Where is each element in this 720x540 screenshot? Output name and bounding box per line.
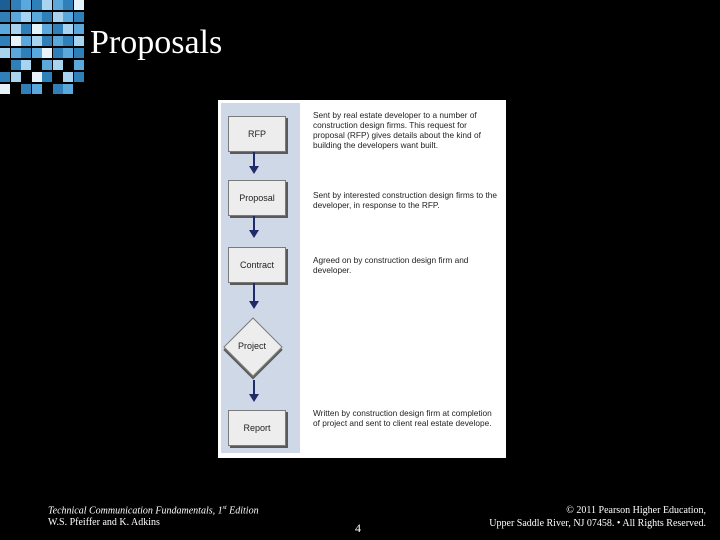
mosaic-square bbox=[21, 24, 31, 34]
authors: W.S. Pfeiffer and K. Adkins bbox=[48, 517, 160, 529]
mosaic-square bbox=[63, 84, 73, 94]
book-title-text: Technical Communication Fundamentals, 1 bbox=[48, 505, 223, 517]
footer-citation bbox=[48, 502, 259, 529]
mosaic-square bbox=[63, 48, 73, 58]
mosaic-square bbox=[63, 72, 73, 82]
mosaic-square bbox=[74, 12, 84, 22]
mosaic-square bbox=[53, 12, 63, 22]
flow-arrow bbox=[253, 380, 255, 394]
mosaic-square bbox=[42, 12, 52, 22]
process-flow-figure bbox=[218, 100, 506, 458]
mosaic-square bbox=[53, 84, 63, 94]
mosaic-square bbox=[0, 24, 10, 34]
mosaic-square bbox=[32, 72, 42, 82]
page-number: 4 bbox=[355, 521, 361, 535]
mosaic-square bbox=[53, 36, 63, 46]
copyright-line-1: © 2011 Pearson Higher Education, bbox=[566, 505, 706, 516]
flow-box-rfp: RFP bbox=[228, 116, 286, 152]
mosaic-square bbox=[63, 12, 73, 22]
flow-diamond-label: Project bbox=[237, 341, 266, 351]
mosaic-square bbox=[21, 0, 31, 10]
mosaic-square bbox=[74, 48, 84, 58]
mosaic-square bbox=[11, 60, 21, 70]
mosaic-square bbox=[11, 72, 21, 82]
step-description-proposal: Sent by interested construction design firms to the developer, in response to the RFP. bbox=[313, 190, 498, 210]
step-description-contract: Agreed on by construction design firm and developer. bbox=[313, 255, 469, 275]
mosaic-square bbox=[32, 12, 42, 22]
flow-box-proposal: Proposal bbox=[228, 180, 286, 216]
slide-title: Proposals bbox=[90, 24, 223, 61]
mosaic-square bbox=[0, 0, 10, 10]
copyright bbox=[489, 504, 706, 530]
mosaic-square bbox=[21, 12, 31, 22]
mosaic-square bbox=[63, 0, 73, 10]
book-title bbox=[48, 502, 259, 517]
mosaic-square bbox=[42, 48, 52, 58]
mosaic-square bbox=[74, 36, 84, 46]
mosaic-square bbox=[0, 84, 10, 94]
mosaic-square bbox=[21, 60, 31, 70]
mosaic-square bbox=[53, 0, 63, 10]
mosaic-square bbox=[32, 36, 42, 46]
mosaic-square bbox=[42, 72, 52, 82]
mosaic-square bbox=[0, 48, 10, 58]
mosaic-square bbox=[53, 60, 63, 70]
step-description-rfp: Sent by real estate developer to a number of construction design firms. This request for proposal (RFP) gives details about the kind of building the developers want built. bbox=[313, 110, 481, 150]
arrowhead-icon bbox=[249, 230, 259, 238]
arrowhead-icon bbox=[249, 394, 259, 402]
flow-box-report: Report bbox=[228, 410, 286, 446]
mosaic-square bbox=[74, 24, 84, 34]
mosaic-square bbox=[74, 72, 84, 82]
mosaic-square bbox=[0, 12, 10, 22]
mosaic-square bbox=[11, 0, 21, 10]
mosaic-square bbox=[42, 60, 52, 70]
mosaic-square bbox=[11, 12, 21, 22]
flow-diamond-project bbox=[222, 316, 282, 376]
mosaic-square bbox=[32, 48, 42, 58]
mosaic-square bbox=[63, 36, 73, 46]
flow-arrow bbox=[253, 216, 255, 230]
mosaic-square bbox=[32, 0, 42, 10]
mosaic-square bbox=[0, 36, 10, 46]
mosaic-square bbox=[42, 36, 52, 46]
arrowhead-icon bbox=[249, 301, 259, 309]
mosaic-square bbox=[21, 48, 31, 58]
corner-decoration bbox=[0, 0, 84, 100]
flow-arrow bbox=[253, 283, 255, 301]
mosaic-square bbox=[53, 24, 63, 34]
arrowhead-icon bbox=[249, 166, 259, 174]
mosaic-square bbox=[11, 36, 21, 46]
mosaic-square bbox=[53, 48, 63, 58]
mosaic-square bbox=[74, 0, 84, 10]
mosaic-square bbox=[74, 60, 84, 70]
mosaic-square bbox=[42, 24, 52, 34]
copyright-line-2: Upper Saddle River, NJ 07458. • All Rights Reserved. bbox=[489, 518, 706, 529]
mosaic-square bbox=[63, 24, 73, 34]
mosaic-square bbox=[42, 0, 52, 10]
mosaic-square bbox=[21, 84, 31, 94]
edition-text: Edition bbox=[226, 505, 259, 517]
mosaic-square bbox=[11, 24, 21, 34]
mosaic-square bbox=[21, 36, 31, 46]
mosaic-square bbox=[0, 72, 10, 82]
mosaic-square bbox=[11, 48, 21, 58]
step-description-report: Written by construction design firm at completion of project and sent to client real estate develope. bbox=[313, 408, 492, 428]
mosaic-square bbox=[32, 84, 42, 94]
flow-box-contract: Contract bbox=[228, 247, 286, 283]
edition-superscript: st bbox=[222, 505, 227, 511]
flow-arrow bbox=[253, 152, 255, 166]
mosaic-square bbox=[32, 24, 42, 34]
